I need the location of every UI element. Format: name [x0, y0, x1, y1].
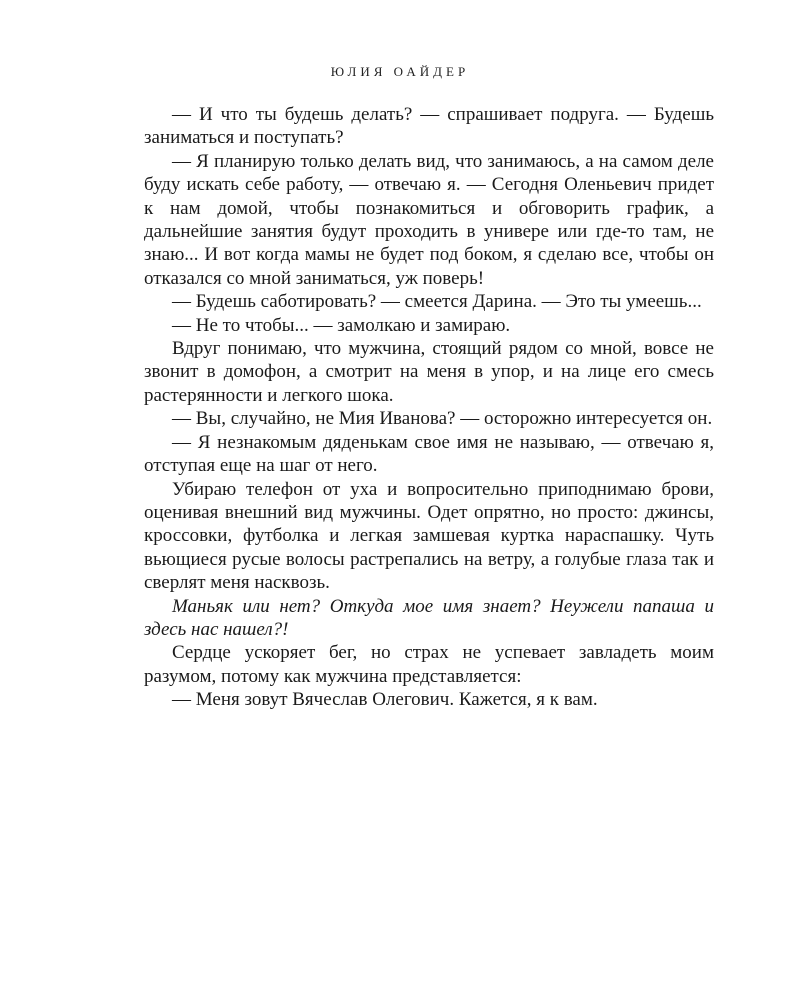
paragraph: Сердце ускоряет бег, но страх не успевает завладеть моим разумом, потому как мужчина представляется:	[144, 642, 714, 687]
paragraph: — Вы, случайно, не Мия Иванова? — осторожно интересуется он.	[172, 408, 713, 430]
paragraph: — Я незнакомым дяденькам свое имя не называю, — отвечаю я, отступая еще на шаг от него.	[144, 431, 714, 477]
paragraph: — И что ты будешь делать? — спрашивает подруга. — Будешь заниматься и поступать?	[144, 104, 714, 149]
paragraph: — Не то чтобы... — замолкаю и замираю.	[172, 314, 511, 336]
paragraph: Убираю телефон от уха и вопросительно приподнимаю брови, оценивая внешний вид мужчины. Одет опрятно, но просто: джинсы, кроссовки, футболка и легкая замшевая куртка нараспашку. Чуть вьющиеся русые волосы растрепались на ветру, а голубые глаза так и сверлят меня насквозь.	[144, 478, 714, 594]
page-text	[144, 103, 714, 712]
paragraph: — Будешь саботировать? — смеется Дарина. — Это ты умеешь...	[172, 291, 702, 313]
paragraph: Вдруг понимаю, что мужчина, стоящий рядом со мной, вовсе не звонит в домофон, а смотрит на меня в упор, и на лице его смесь растерянности и легкого шока.	[144, 338, 714, 406]
running-head-author: ЮЛИЯ ОАЙДЕР	[330, 64, 470, 79]
paragraph-italic-thought: Маньяк или нет? Откуда мое имя знает? Неужели папаша и здесь нас нашел?!	[144, 595, 714, 640]
paragraph: — Я планирую только делать вид, что занимаюсь, а на самом деле буду искать себе работу, — отвечаю я. — Сегодня Оленьевич придет к нам домой, чтобы познакомиться и обговорить график, а дальнейшие занятия будут проходить в универе или где-то там, не знаю... И вот когда мамы не будет под боком, я сделаю все, чтобы он отказался со мной заниматься, уж поверь!	[144, 150, 714, 289]
paragraph: — Меня зовут Вячеслав Олегович. Кажется, я к вам.	[172, 689, 598, 711]
